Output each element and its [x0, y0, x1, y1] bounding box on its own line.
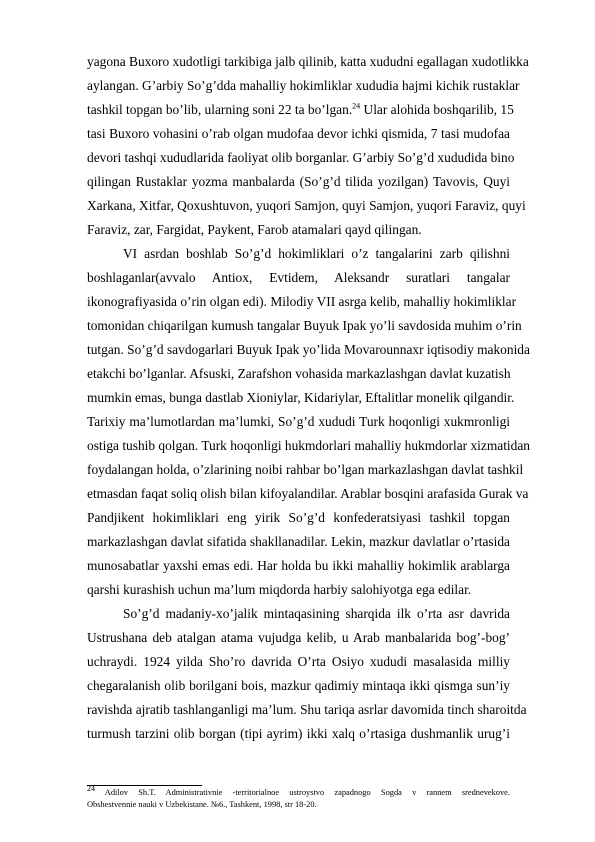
body-line: tutgan. So’g’d savdogarlari Buyuk Ipak yo’lida Movarounnaxr iqtisodiy makonida [87, 342, 530, 357]
body-line: ikonografiyasida o’rin olgan edi). Milodiy VII asrga kelib, mahalliy hokimliklar [87, 294, 517, 309]
body-line: etmasdan faqat soliq olish bilan kifoyalandilar. Arablar bosqini arafasida Gurak va [87, 486, 529, 501]
body-line-with-footnote [87, 100, 514, 120]
body-line: qilingan Rustaklar yozma manbalarda (So’g’d tilida yozilgan) Tavovis, Quyi [87, 174, 510, 189]
body-line: etakchi bo’lganlar. Afsuski, Zarafshon vohasida markazlashgan davlat kuzatish [87, 366, 511, 381]
footnote-number: 24 [87, 784, 95, 794]
footnote-line: Obshestvennie nauki v Uzbekistane. №6., Tashkent, 1998, str 18-20. [87, 800, 317, 809]
body-text: Ular alohida boshqarilib, 15 [360, 102, 514, 117]
body-line: Ustrushana deb atalgan atama vujudga kelib, u Arab manbalarida bog’-bog’ [87, 630, 510, 645]
footnote-reference[interactable]: 24 [352, 101, 361, 111]
body-line: turmush tarzini olib borgan (tipi ayrim) ikki xalq o’rtasiga dushmanlik urug’i [87, 726, 510, 741]
body-line: boshlaganlar(avvalo Antiox, Evtidem, Aleksandr suratlari tangalar [87, 270, 510, 285]
body-line: munosabatlar yaxshi emas edi. Har holda bu ikki mahalliy hokimlik arablarga [87, 558, 510, 573]
footnote-separator [87, 785, 202, 786]
body-text: tashkil topgan bo’lib, ularning soni 22 ta bo’lgan. [87, 102, 353, 117]
body-line: yagona Buxoro xudotligi tarkibiga jalb qilinib, katta xududni egallagan xudotlikka [87, 54, 529, 69]
body-line: Xarkana, Xitfar, Qoxushtuvon, yuqori Samjon, quyi Samjon, yuqori Faraviz, quyi [87, 198, 526, 213]
body-line: qarshi kurashish uchun ma’lum miqdorda harbiy salohiyotga ega edilar. [87, 582, 472, 597]
body-line: foydalangan holda, o’zlarining noibi rahbar bo’lgan markazlashgan davlat tashkil [87, 462, 524, 477]
paragraph-first-line: So’g’d madaniy-xo’jalik mintaqasining sharqida ilk o’rta asr davrida [123, 606, 510, 621]
body-line: chegaralanish olib borilgani bois, mazkur qadimiy mintaqa ikki qismga sun’iy [87, 678, 510, 693]
body-line: Faraviz, zar, Fargidat, Paykent, Farob atamalari qayd qilingan. [87, 222, 422, 237]
footnote-line [87, 784, 510, 799]
body-line: Pandjikent hokimliklari eng yirik So’g’d konfederatsiyasi tashkil topgan [87, 510, 510, 525]
body-line: mumkin emas, bunga dastlab Xioniylar, Kidariylar, Eftalitlar monelik qilgandir. [87, 390, 515, 405]
body-line: devori tashqi xududlarida faoliyat olib borganlar. G’arbiy So’g’d xududida bino [87, 150, 515, 165]
body-line: aylangan. G’arbiy So’g’dda mahalliy hokimliklar xududia hajmi kichik rustaklar [87, 78, 520, 93]
body-line: tomonidan chiqarilgan kumush tangalar Buyuk Ipak yo’li savdosida muhim o’rin [87, 318, 522, 333]
body-line: uchraydi. 1924 yilda Sho’ro davrida O’rta Osiyo xududi masalasida milliy [87, 654, 510, 669]
body-line: Tarixiy ma’lumotlardan ma’lumki, So’g’d xududi Turk hoqonligi xukmronligi [87, 414, 510, 429]
body-line: ravishda ajratib tashlanganligi ma’lum. Shu tariqa asrlar davomida tinch sharoitda [87, 702, 527, 717]
body-line: ostiga tushib qolgan. Turk hoqonligi hukmdorlari mahalliy hukmdorlar xizmatidan [87, 438, 530, 453]
footnote-text: Adilov Sh.T. Administrativnie -territorialnoe ustroystvo zapadnogo Sogda v rannem srednevekove. [95, 788, 510, 797]
body-line: tasi Buxoro vohasini o’rab olgan mudofaa devor ichki qismida, 7 tasi mudofaa [87, 126, 510, 141]
paragraph-first-line: VI asrdan boshlab So’g’d hokimliklari o’z tangalarini zarb qilishni [123, 246, 510, 261]
body-line: markazlashgan davlat sifatida shakllanadilar. Lekin, mazkur davlatlar o’rtasida [87, 534, 510, 549]
